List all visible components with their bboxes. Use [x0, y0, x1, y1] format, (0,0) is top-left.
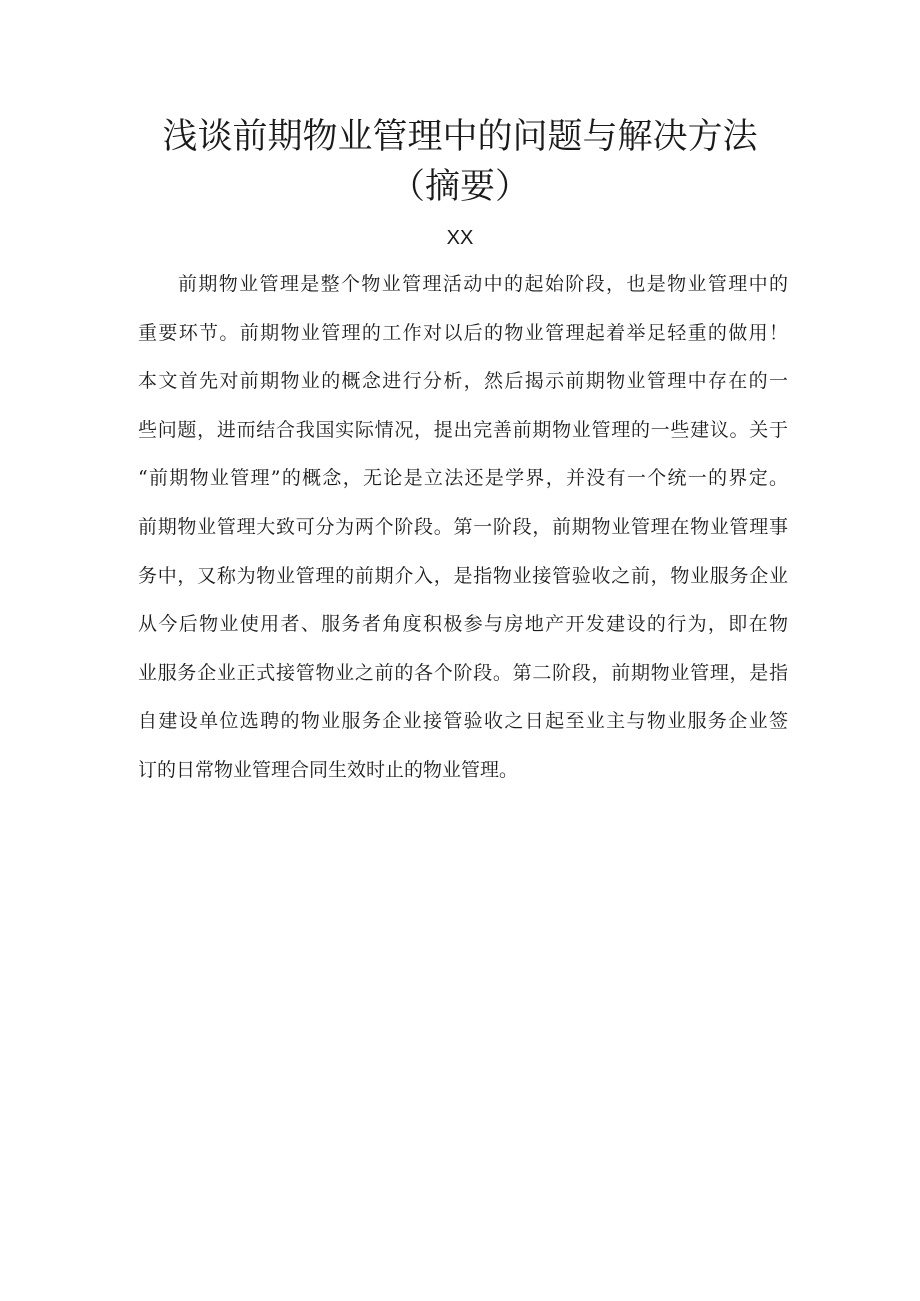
title-line-2: （摘要） [389, 167, 530, 207]
abstract-line: 业服务企业正式接管物业之前的各个阶段。第二阶段，前期物业管理，是指 [138, 661, 788, 684]
abstract-line: 订的日常物业管理合同生效时止的物业管理。 [138, 758, 519, 781]
abstract-line: 本文首先对前期物业的概念进行分析，然后揭示前期物业管理中存在的一 [138, 370, 788, 393]
abstract-paragraph [138, 266, 788, 801]
author-name: XX [446, 227, 474, 249]
abstract-line: 从今后物业使用者、服务者角度积极参与房地产开发建设的行为，即在物 [138, 613, 788, 636]
abstract-line: 前期物业管理是整个物业管理活动中的起始阶段，也是物业管理中的 [178, 273, 788, 295]
abstract-line: 务中，又称为物业管理的前期介入，是指物业接管验收之前，物业服务企业 [138, 564, 788, 587]
abstract-line: “前期物业管理”的概念，无论是立法还是学界，并没有一个统一的界定。 [138, 467, 788, 490]
title-line-1: 浅谈前期物业管理中的问题与解决方法 [162, 117, 758, 157]
abstract-line: 自建设单位选聘的物业服务企业接管验收之日起至业主与物业服务企业签 [138, 710, 788, 733]
abstract-line: 重要环节。前期物业管理的工作对以后的物业管理起着举足轻重的做用！ [138, 321, 788, 344]
abstract-line: 前期物业管理大致可分为两个阶段。第一阶段，前期物业管理在物业管理事 [138, 515, 788, 538]
abstract-line: 些问题，进而结合我国实际情况，提出完善前期物业管理的一些建议。关于 [138, 418, 788, 441]
document-title [120, 112, 800, 212]
